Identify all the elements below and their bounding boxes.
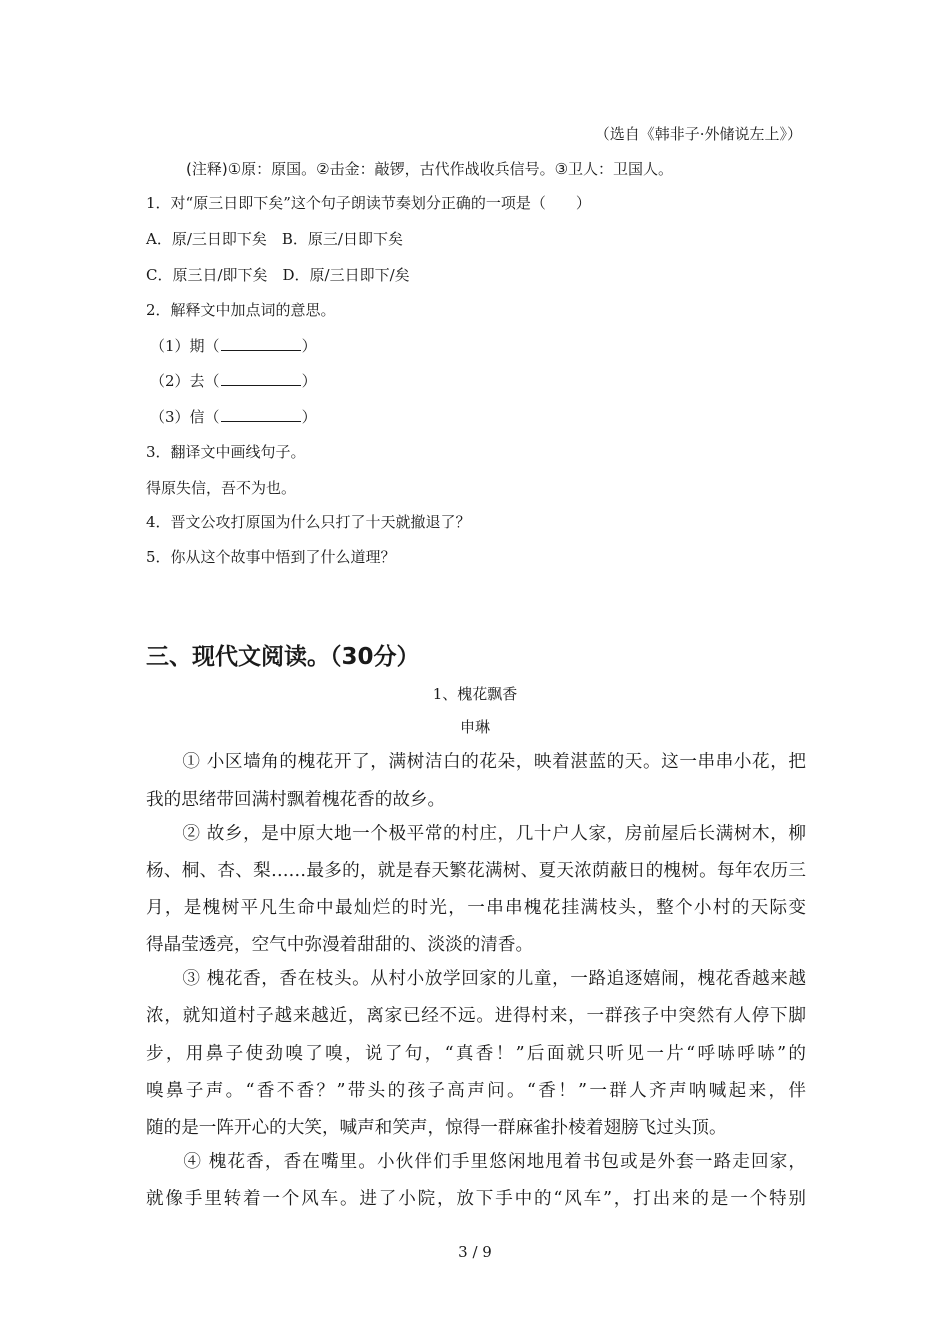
article-title: 1、槐花飘香 [432,685,518,703]
paragraph-3-line-2: 浓，就知道村子越来越近，离家已经不远。进得村来，一群孩子中突然有人停下脚 [146,1006,806,1026]
paragraph-3-line-1: ③ 槐花香，香在枝头。从村小放学回家的儿童，一路追逐嬉闹，槐花香越来越 [146,969,806,989]
paragraph-3-line-5: 随的是一阵开心的大笑，喊声和笑声，惊得一群麻雀扑棱着翅膀飞过头顶。 [146,1118,727,1138]
question-4: 4．晋文公攻打原国为什么只打了十天就撤退了？ [146,513,471,531]
section-heading: 三、现代文阅读。（30分） [146,644,420,670]
paragraph-4-line-2: 就像手里转着一个风车。进了小院，放下手中的“风车”，打出来的是一个特别 [146,1189,806,1209]
q1-options-ab: A．原/三日即下矣 B．原三/日即下矣 [146,230,403,248]
question-1: 1．对“原三日即下矣”这个句子朗读节奏划分正确的一项是（ ） [146,194,591,212]
paragraph-3-line-4: 嗅鼻子声。“香不香？”带头的孩子高声问。“香！”一群人齐声呐喊起来，伴 [146,1081,806,1101]
page-number: 3 / 9 [458,1243,492,1261]
q1-options-cd: C．原三日/即下矣 D．原/三日即下/矣 [146,266,410,284]
paragraph-2-line-1: ② 故乡，是中原大地一个极平常的村庄，几十户人家，房前屋后长满树木，柳 [146,824,806,844]
answer-blank [221,407,301,422]
q2-item-2: （2）去（ ） [150,372,317,390]
q2-item-3: （3）信（ ） [150,408,317,426]
paragraph-4-line-1: ④ 槐花香，香在嘴里。小伙伴们手里悠闲地甩着书包或是外套一路走回家， [146,1152,806,1172]
paragraph-1-line-2: 我的思绪带回满村飘着槐花香的故乡。 [146,790,446,810]
answer-blank [221,371,301,386]
article-author: 申琳 [459,718,490,736]
question-5: 5．你从这个故事中悟到了什么道理？ [146,548,396,566]
paragraph-3-line-3: 步，用鼻子使劲嗅了嗅，说了句，“真香！”后面就只听见一片“呼哧呼哧”的 [146,1044,806,1064]
question-3: 3．翻译文中画线句子。 [146,443,306,461]
question-2: 2．解释文中加点词的意思。 [146,301,336,319]
annotation-note: (注释)①原：原国。②击金：敲锣，古代作战收兵信号。③卫人：卫国人。 [186,160,674,178]
paragraph-2-line-3: 月，是槐树平凡生命中最灿烂的时光，一串串槐花挂满枝头，整个小村的天际变 [146,898,806,918]
paragraph-2-line-4: 得晶莹透亮，空气中弥漫着甜甜的、淡淡的清香。 [146,935,534,955]
paragraph-2-line-2: 杨、桐、杏、梨……最多的，就是春天繁花满树、夏天浓荫蔽日的槐树。每年农历三 [146,861,806,881]
source-citation: （选自《韩非子·外储说左上》） [594,125,802,143]
answer-blank [221,336,301,351]
paragraph-1-line-1: ① 小区墙角的槐花开了，满树洁白的花朵，映着湛蓝的天。这一串串小花，把 [146,752,806,772]
q2-item-1: （1）期（ ） [150,337,317,355]
question-3-sentence: 得原失信，吾不为也。 [146,479,297,497]
